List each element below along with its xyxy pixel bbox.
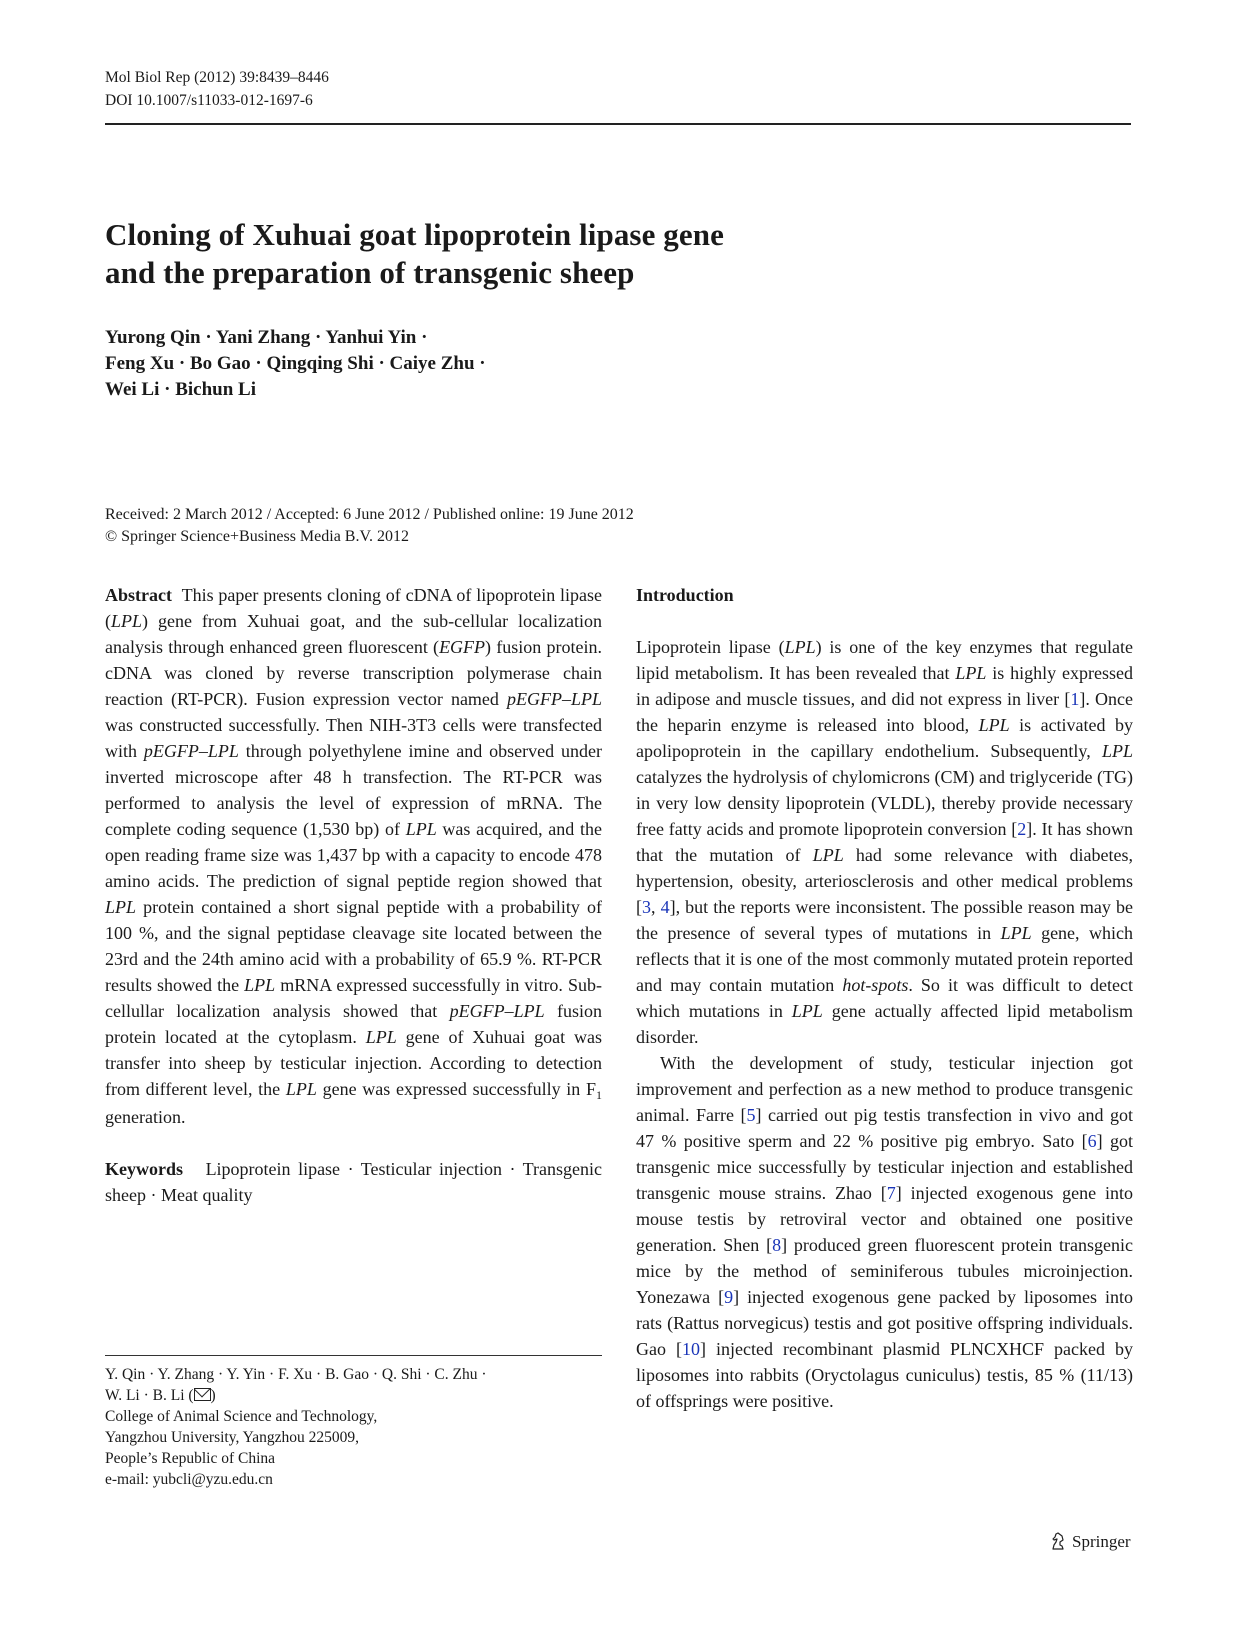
- keywords-label: Keywords: [105, 1159, 183, 1179]
- horse-chess-icon: [1048, 1531, 1068, 1551]
- intro-paragraph-1: Lipoprotein lipase (LPL) is one of the key enzymes that regulate lipid metabolism. It has been revealed that LPL is highly expressed in adipose and muscle tissues, and did not express in liver [1]. Once the heparin enzyme is released into blood, LPL is activated by apolipoprotein in the capillary endothelium. Subsequently, LPL catalyzes the hydrolysis of chylomicrons (CM) and triglyceride (TG) in very low density lipoprotein (VLDL), thereby provide necessary free fatty acids and promote lipoprotein conversion [2]. It has shown that the mutation of LPL had some relevance with diabetes, hypertension, obesity, arteriosclerosis and other medical problems [3, 4], but the reports were inconsistent. The possible reason may be the presence of several types of mutations in LPL gene, which reflects that it is one of the most commonly mutated protein reported and may contain mutation hot-spots. So it was difficult to detect which mutations in LPL gene actually affected lipid metabolism disorder.: [636, 637, 1134, 1047]
- paper-title: Cloning of Xuhuai goat lipoprotein lipase gene and the preparation of transgenic sheep: [105, 217, 724, 290]
- doi: DOI 10.1007/s11033-012-1697-6: [105, 92, 313, 109]
- keywords: [105, 1156, 602, 1208]
- section-heading-introduction: Introduction: [636, 585, 734, 605]
- citation-link[interactable]: 2: [1017, 819, 1027, 839]
- citation-link[interactable]: 9: [724, 1287, 734, 1307]
- keywords-text: Lipoprotein lipase · Testicular injection · Transgenic sheep · Meat quality: [105, 1159, 603, 1205]
- envelope-icon: [194, 1388, 211, 1401]
- left-column: [105, 582, 602, 1208]
- citation-link[interactable]: 3: [642, 897, 651, 917]
- springer-logo: [1048, 1531, 1131, 1553]
- right-column: [636, 582, 1133, 1414]
- author-list: Yurong Qin · Yani Zhang · Yanhui Yin · Feng Xu · Bo Gao · Qingqing Shi · Caiye Zhu · Wei Li · Bichun Li: [105, 327, 486, 400]
- received-accepted-dates: Received: 2 March 2012 / Accepted: 6 June 2012 / Published online: 19 June 2012: [105, 506, 634, 523]
- citation-link[interactable]: 10: [682, 1339, 700, 1359]
- intro-paragraph-2: With the development of study, testicular injection got improvement and perfection as a new method to produce transgenic animal. Farre [5] carried out pig testis transfection in vivo and got 47 % positive sperm and 22 % positive pig embryo. Sato [6] got transgenic mice successfully by testicular injection and established transgenic mouse strains. Zhao [7] injected exogenous gene into mouse testis by retroviral vector and obtained one positive generation. Shen [8] produced green fluorescent protein transgenic mice by the method of seminiferous tubules microinjection. Yonezawa [9] injected exogenous gene packed by liposomes into rats (Rattus norvegicus) testis and got positive offspring individuals. Gao [10] injected recombinant plasmid PLNCXHCF packed by liposomes into rabbits (Oryctolagus cuniculus) testis, 85 % (11/13) of offsprings were positive.: [636, 1053, 1134, 1411]
- article-history: [105, 504, 634, 548]
- abstract: Abstract This paper presents cloning of cDNA of lipoprotein lipase (LPL) gene from Xuhuai goat, and the sub-cellular localization analysis through enhanced green fluorescent (EGFP) fusion protein. cDNA was cloned by reverse transcription polymerase chain reaction (RT-PCR). Fusion expression vector named pEGFP–LPL was constructed successfully. Then NIH-3T3 cells were transfected with pEGFP–LPL through polyethylene imine and observed under inverted microscope after 48 h transfection. The RT-PCR was performed to analysis the level of expression of mRNA. The complete coding sequence (1,530 bp) of LPL was acquired, and the open reading frame size was 1,437 bp with a capacity to encode 478 amino acids. The prediction of signal peptide region showed that LPL protein contained a short signal peptide with a probability of 100 %, and the signal peptidase cleavage site located between the 23rd and the 24th amino acid with a probability of 65.9 %. RT-PCR results showed the LPL mRNA expressed successfully in vitro. Sub-cellullar localization analysis showed that pEGFP–LPL fusion protein located at the cytoplasm. LPL gene of Xuhuai goat was transfer into sheep by testicular injection. According to detection from different level, the LPL gene was expressed successfully in $F_1$ generation.: [105, 585, 603, 1127]
- citation-link[interactable]: 5: [746, 1105, 756, 1125]
- journal-citation: Mol Biol Rep (2012) 39:8439–8446: [105, 69, 329, 86]
- header-divider: [105, 123, 1131, 125]
- corresponding-email: e-mail: yubcli@yzu.edu.cn: [105, 1471, 273, 1488]
- publisher-name: Springer: [1072, 1532, 1131, 1551]
- citation-link[interactable]: 6: [1087, 1131, 1097, 1151]
- citation-link[interactable]: 4: [660, 897, 670, 917]
- abstract-label: Abstract: [105, 585, 172, 605]
- citation-link[interactable]: 1: [1070, 689, 1080, 709]
- journal-header: [105, 66, 329, 112]
- author-affiliation: Y. Qin · Y. Zhang · Y. Yin · F. Xu · B. Gao · Q. Shi · C. Zhu · W. Li · B. Li ( ) College of Animal Science and Technology, Yangzhou University, Yangzhou 225009, People’s Republic of China e-mail: yubcli@yzu.edu.cn: [105, 1364, 602, 1490]
- copyright: © Springer Science+Business Media B.V. 2012: [105, 528, 409, 545]
- footnote-divider: [105, 1355, 602, 1356]
- citation-link[interactable]: 7: [886, 1183, 896, 1203]
- citation-link[interactable]: 8: [772, 1235, 782, 1255]
